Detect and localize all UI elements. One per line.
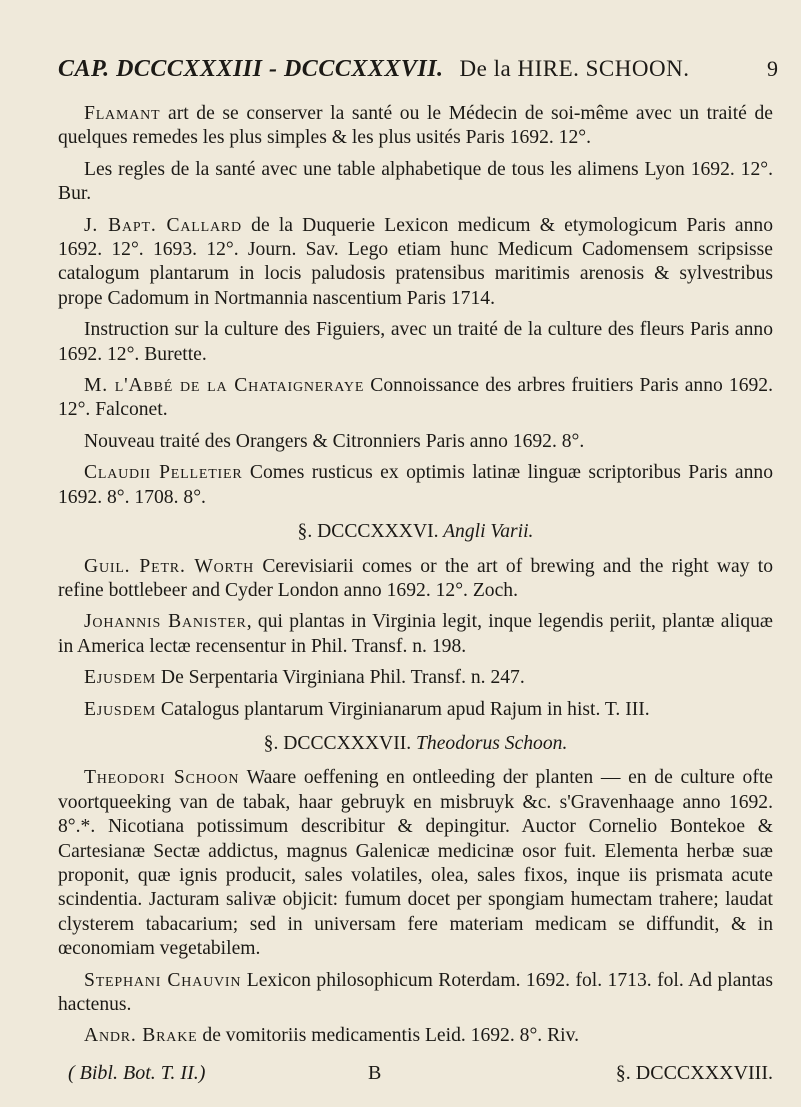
signature-mark: B: [368, 1062, 382, 1084]
entry-author: Ejusdem: [84, 667, 157, 689]
entry-text: de vomitoriis medicamentis Leid. 1692. 8°. Riv.: [197, 1025, 580, 1047]
entry-text: Lexicon philosophicum Roterdam. 1692. fol. 1713. fol. Ad plantas hactenus.: [58, 969, 773, 1015]
bibliography-entry: [58, 698, 773, 722]
entry-author: Andr. Brake: [84, 1025, 198, 1047]
entry-text: Connoissance des arbres fruitiers Paris anno 1692. 12°. Falconet.: [58, 375, 773, 421]
entry-text: Nouveau traité des Orangers & Citronniers Paris anno 1692. 8°.: [84, 430, 585, 452]
bibliography-entry: [58, 214, 773, 312]
entry-author: Stephani Chauvin: [84, 969, 242, 991]
bibliography-entry: [58, 555, 773, 604]
bibliography-entry: [58, 374, 773, 423]
bibliography-entry: [58, 158, 773, 207]
footer-volume: ( Bibl. Bot. T. II.): [68, 1062, 206, 1084]
chapter-range: CAP. DCCCXXXIII - DCCCXXXVII.: [58, 56, 444, 82]
entry-author: J. Bapt. Callard: [84, 214, 242, 236]
entry-author: Flamant: [84, 103, 161, 124]
running-header: [58, 56, 778, 83]
entry-text: Theodorus Schoon.: [411, 732, 568, 754]
catchword: §. DCCCXXXVIII.: [615, 1062, 773, 1084]
entry-author: Guil. Petr. Worth: [84, 555, 255, 577]
bibliography-entry: [58, 969, 773, 1018]
entry-text: Waare oeffening en ontleeding der planten — en de culture ofte voortqueeking van de tabak, haar gebruyk en misbruyk &c. s'Gravenhaage anno 1692. 8°.*. Nicotiana potissimum describitur & depingitur. Auctor Cornelio Bontekoe & Cartesianæ Sectæ addictus, magnus Galenicæ medicinæ osor fuit. Elementa herbæ suæ proponit, quæ ignis producit, sales volatiles, olea, sales fixos, inque iis prismata acute scindentia. Jacturam salivæ objicit: fumum docet per spongiam humectam trahere; laudat clysterem tabacarium; sed in universam fere materiam medicam se diffundit, & in œconomiam vegetabilem.: [58, 767, 774, 960]
entry-author: §. DCCCXXXVII.: [263, 732, 412, 754]
entry-author: Claudii Pelletier: [84, 462, 243, 484]
page-number: 9: [767, 56, 778, 81]
section-heading: [58, 520, 773, 544]
bibliography-entry: [58, 461, 773, 510]
bibliography-entry: [58, 1024, 773, 1048]
bibliography-entry: [58, 318, 773, 367]
entry-text: Les regles de la santé avec une table alphabetique de tous les alimens Lyon 1692. 12°. Bur.: [58, 158, 773, 205]
entry-text: Comes rusticus ex optimis latinæ linguæ scriptoribus Paris anno 1692. 8°. 1708. 8°.: [58, 462, 773, 508]
entry-author: §. DCCCXXXVI.: [297, 521, 439, 543]
entry-text: de la Duquerie Lexicon medicum & etymologicum Paris anno 1692. 12°. 1693. 12°. Journ. Sav. Lego etiam hunc Medicum Cadomensem scripsisse catalogum plantarum in locis paludosis pratensibus maritimis arenosis & sylvestribus prope Cadomum in Nortmannia nascentium Paris 1714.: [58, 214, 774, 309]
entry-text: art de se conserver la santé ou le Médecin de soi-même avec un traité de quelques remedes les plus simples & les plus usités Paris 1692. 12°.: [58, 103, 773, 149]
entry-author: Theodori Schoon: [84, 767, 240, 789]
bibliography-entries: [58, 102, 773, 1056]
entry-text: De Serpentaria Virginiana Phil. Transf. n. 247.: [156, 667, 525, 689]
header-subject: De la HIRE. SCHOON.: [459, 56, 690, 81]
section-heading: [58, 732, 773, 756]
entry-text: Catalogus plantarum Virginianarum apud Rajum in hist. T. III.: [156, 698, 650, 720]
bibliography-entry: [58, 430, 773, 454]
page-footer: [58, 1062, 773, 1085]
entry-author: Johannis Banister: [84, 611, 247, 633]
bibliography-entry: [58, 102, 773, 151]
entry-text: , qui plantas in Virginia legit, inque legendis periit, plantæ aliquæ in America lectæ recensentur in Phil. Transf. n. 198.: [58, 611, 773, 657]
entry-text: Instruction sur la culture des Figuiers, avec un traité de la culture des fleurs Paris anno 1692. 12°. Burette.: [58, 319, 773, 365]
entry-text: Angli Varii.: [438, 521, 534, 543]
bibliography-entry: [58, 766, 773, 961]
bibliography-entry: [58, 666, 773, 690]
entry-author: Ejusdem: [84, 698, 157, 720]
bibliography-entry: [58, 610, 773, 659]
entry-author: M. l'Abbé de la Chataigneraye: [84, 375, 365, 397]
entry-text: Cerevisiarii comes or the art of brewing and the right way to refine bottlebeer and Cyder London anno 1692. 12°. Zoch.: [58, 555, 773, 601]
